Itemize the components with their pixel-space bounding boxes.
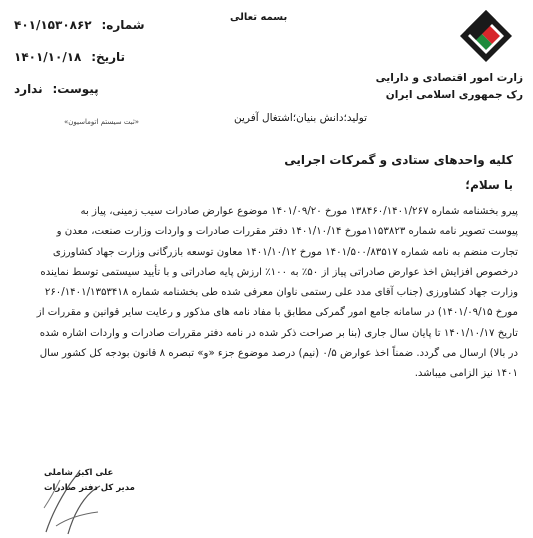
salutation: با سلام؛	[465, 178, 513, 192]
body-line: وزارت جهاد کشاورزی (جناب آقای مدد علی رستمی ناوان معرفی شده طی بخشنامه شماره ۲۶۰/۱۴۰۱/۱۳۵۳۴۱۸	[44, 287, 518, 299]
letter-attachment-value: ندارد	[14, 82, 43, 96]
letter-date-row	[14, 50, 125, 64]
letter-attachment-row	[14, 82, 99, 96]
letter-date-value: ۱۴۰۱/۱۰/۱۸	[14, 50, 82, 64]
recipient: کلیه واحدهای ستادی و گمرکات اجرایی	[284, 153, 513, 167]
letter-number-label: شماره:	[101, 18, 145, 32]
letter-body	[18, 202, 518, 385]
letter-number-value: ۴۰۱/۱۵۳۰۸۶۲	[14, 18, 92, 32]
body-line: پیوست تصویر نامه شماره ۱۱۵۳۸۲۳مورخ ۱۴۰۱/۱۰/۱۴ دفتر مقررات صادرات و واردات وزارت صنعت، معدن و	[56, 226, 518, 238]
body-line: تاریخ ۱۴۰۱/۱۰/۱۷ تا پایان سال جاری (بنا بر صراحت ذکر شده در نامه دفتر مقررات صادرات و واردات اشاره شده	[39, 327, 518, 339]
automation-stamp: «ثبت سیستم اتوماسیون»	[64, 118, 140, 126]
body-line: تجارت منضم به نامه شماره ۱۴۰۱/۵۰۰/۸۳۵۱۷ مورخ ۱۴۰۱/۱۰/۱۲ معاون توسعه بازرگانی وزارت جهاد کشاورزی	[52, 246, 518, 258]
body-line: درخصوص افزایش اخذ عوارض صادراتی پیاز از ۵۰٪ به ۱۰۰٪ ارزش پایه صادراتی و با تأیید سیستمی توسط نماینده	[40, 266, 518, 278]
ministry-line-1: زارت امور اقتصادی و دارایی	[375, 72, 523, 84]
ministry-line-2: رک جمهوری اسلامی ایران	[385, 89, 523, 101]
letter-attachment-label: پیوست:	[52, 82, 99, 96]
ministry-logo-icon	[458, 8, 514, 64]
ministry-name	[376, 70, 523, 104]
signatory-title: مدیر کل دفتر صادرات	[44, 483, 135, 493]
basmala: بسمه تعالی	[230, 12, 288, 23]
body-line: پیرو بخشنامه شماره ۱۳۸۴۶۰/۱۴۰۱/۲۶۷ مورخ ۱۴۰۱/۰۹/۲۰ موضوع عوارض صادرات سیب زمینی، پیاز به	[80, 206, 518, 217]
body-line: ۱۴۰۱ نیز الزامی میباشد.	[414, 368, 518, 380]
letter-date-label: تاریخ:	[91, 50, 126, 64]
letter-number-row	[14, 18, 145, 32]
body-line: مورخ ۱۴۰۱/۰۹/۱۵) در سامانه جامع امور گمرکی مطابق با مفاد نامه های مذکور و رعایت سایر قوانین و مقررات از	[36, 307, 518, 319]
body-line: در بالا) ارسال می گردد. ضمناً اخذ عوارض ۰/۵ (نیم) درصد موضوع جزء «و» تبصره ۸ قانون بودجه کل کشور سال	[39, 348, 518, 360]
signatory-name: علی اکبر شاملی	[44, 468, 114, 478]
letter-slogan: تولید؛دانش بنیان؛اشتغال آفرین	[234, 112, 368, 124]
